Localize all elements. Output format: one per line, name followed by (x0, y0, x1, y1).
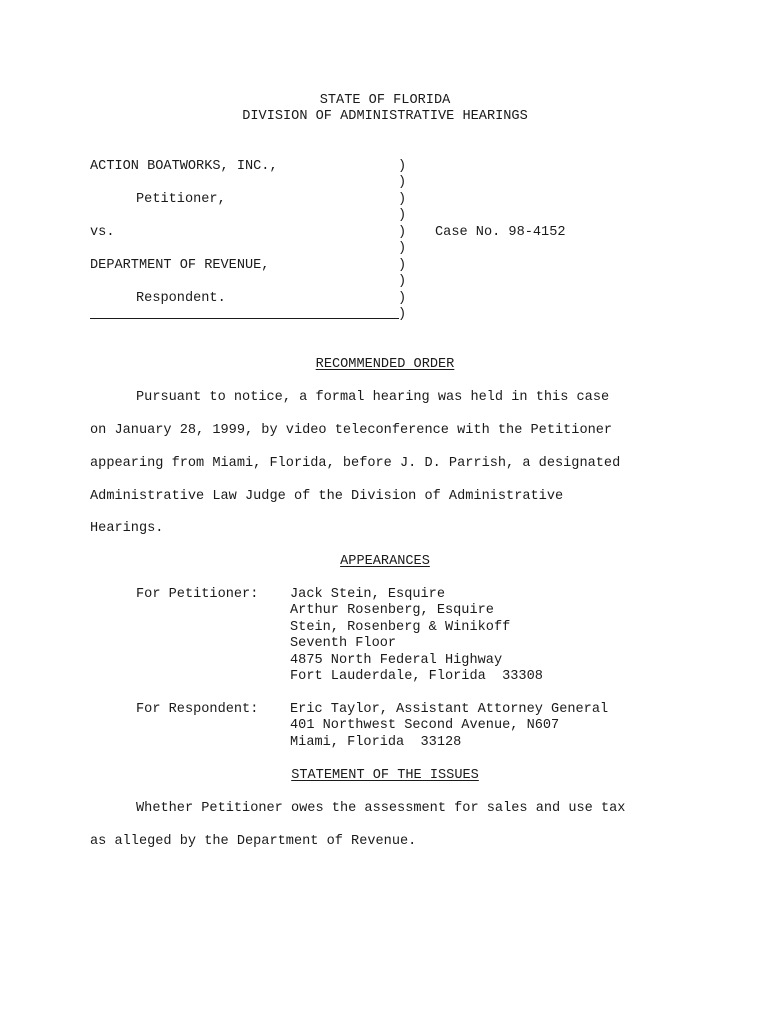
counsel-line: Arthur Rosenberg, Esquire (290, 603, 494, 618)
caption-bracket: ) (398, 159, 407, 174)
caption-bracket: ) (398, 175, 407, 190)
case-number: Case No. 98-4152 (435, 225, 566, 240)
petitioner-counsel-label: For Petitioner: (136, 587, 259, 602)
caption-bracket: ) (398, 291, 407, 306)
respondent-counsel-label: For Respondent: (136, 702, 259, 717)
paragraph-line: as alleged by the Department of Revenue. (90, 834, 417, 849)
counsel-line: 4875 North Federal Highway (290, 653, 503, 668)
respondent-name: DEPARTMENT OF REVENUE, (90, 258, 270, 273)
caption-bracket: ) (398, 192, 407, 207)
caption-bracket: ) (398, 225, 407, 240)
petitioner-name: ACTION BOATWORKS, INC., (90, 159, 278, 174)
versus-label: vs. (90, 225, 115, 240)
counsel-line: Fort Lauderdale, Florida 33308 (290, 669, 543, 684)
counsel-line: Miami, Florida 33128 (290, 735, 462, 750)
issues-heading: STATEMENT OF THE ISSUES (291, 768, 479, 783)
paragraph-line: appearing from Miami, Florida, before J. D. Parrish, a designated (90, 456, 621, 471)
paragraph-line: Administrative Law Judge of the Division of Administrative (90, 489, 564, 504)
order-title: RECOMMENDED ORDER (315, 357, 455, 372)
counsel-line: Seventh Floor (290, 636, 397, 651)
paragraph-line: Hearings. (90, 521, 164, 536)
caption-bracket: ) (398, 208, 407, 223)
counsel-line: Stein, Rosenberg & Winikoff (290, 620, 511, 635)
counsel-line: Jack Stein, Esquire (290, 587, 445, 602)
paragraph-line: Whether Petitioner owes the assessment for sales and use tax (136, 801, 626, 816)
division-heading: DIVISION OF ADMINISTRATIVE HEARINGS (242, 109, 528, 124)
caption-bracket: ) (398, 274, 407, 289)
petitioner-role: Petitioner, (136, 192, 226, 207)
caption-underline (90, 318, 399, 319)
caption-bracket: ) (398, 241, 407, 256)
counsel-line: 401 Northwest Second Avenue, N607 (290, 718, 560, 733)
caption-bracket: ) (398, 307, 407, 322)
appearances-heading: APPEARANCES (340, 554, 430, 569)
counsel-line: Eric Taylor, Assistant Attorney General (290, 702, 609, 717)
state-heading: STATE OF FLORIDA (319, 93, 451, 108)
paragraph-line: on January 28, 1999, by video teleconference with the Petitioner (90, 423, 613, 438)
respondent-role: Respondent. (136, 291, 226, 306)
paragraph-line: Pursuant to notice, a formal hearing was held in this case (136, 390, 610, 405)
caption-bracket: ) (398, 258, 407, 273)
